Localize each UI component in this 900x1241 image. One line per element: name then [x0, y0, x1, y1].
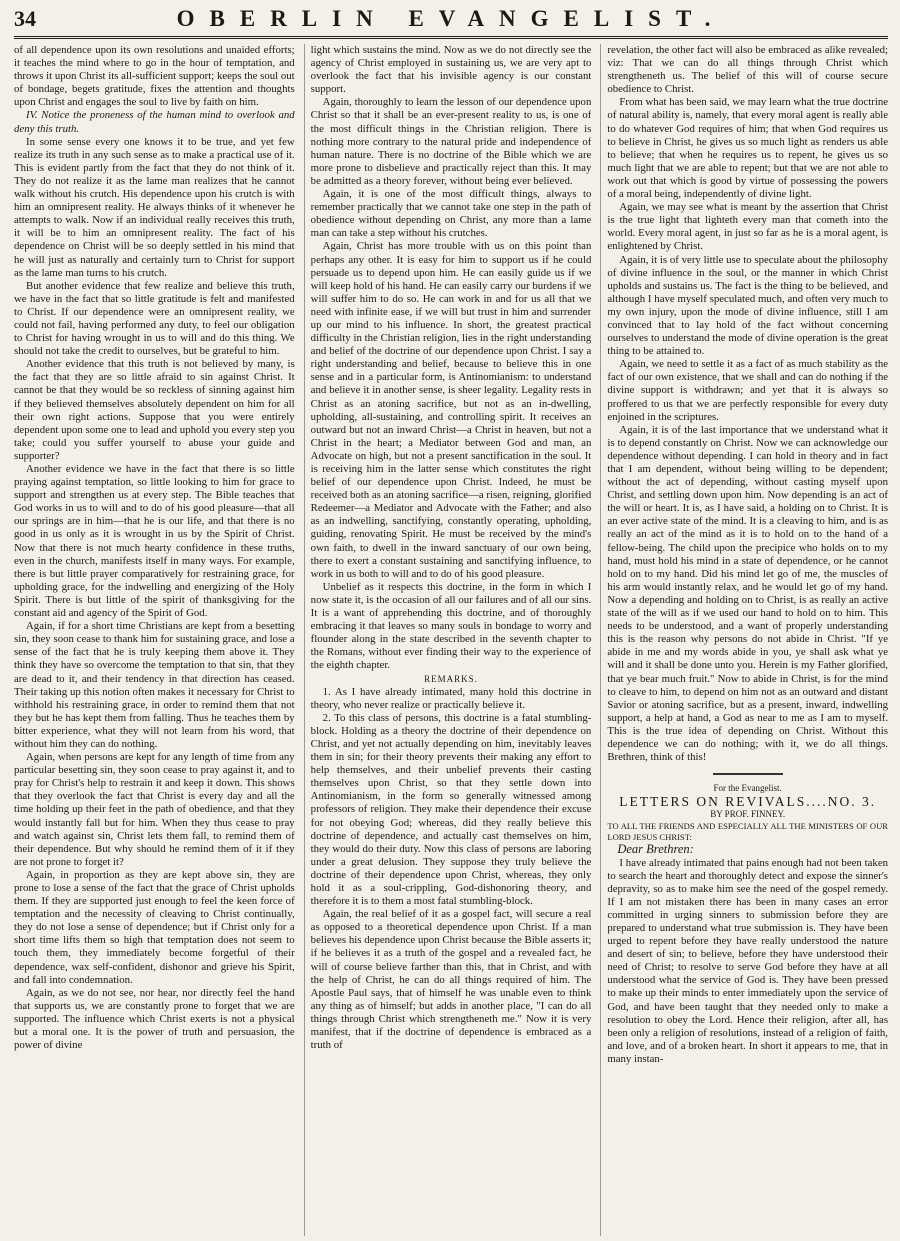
section-heading: IV. Notice the proneness of the human mind to overlook and deny this truth. [14, 109, 295, 135]
paragraph: But another evidence that few realize and believe this truth, we have in the fact that so little gratitude is felt and manifested to Christ. If our dependence were an omnipresent reality, we could not fail, having performed any duty, to feel our obligation to Christ for having wrought in us to will and do this thing. We should not take the credit to ourselves, but be grateful to him. [14, 279, 295, 358]
paragraph: Again, as we do not see, nor hear, nor directly feel the hand that supports us, we are constantly prone to forget that we are supported. The influence which Christ exerts is not a physical but a moral one. It is the power of truth and persuasion, the power of divine [14, 986, 295, 1052]
paragraph: In some sense every one knows it to be true, and yet few realize its truth in any such sense as to make a practical use of it. This is evident partly from the fact that they do not think of it. They do not realize it as the lame man realizes that he cannot walk without his crutch. His dependence upon his crutch is with him an omnipresent reality. He always thinks of it whenever he attempts to walk. Now if an individual really receives this truth, it will be to him an omnipresent reality. The fact of his dependence on Christ will be so deeply settled in his mind that he will just as naturally and certainly turn to Christ for support as the lame man turns to his crutch. [14, 135, 295, 279]
newspaper-title: OBERLIN EVANGELIST. [176, 6, 726, 31]
paragraph: 2. To this class of persons, this doctrine is a fatal stumbling-block. Holding as a theory the doctrine of their dependence on Christ, and yet not actually depending on him, inevitably leaves them in sin; for their theory prevents their making any effort to help themselves, and their unbelief prevents their casting themselves upon Christ, so that they settle down into Antinomianism, in the form so generally witnessed among professors of religion. They make their dependence their excuse for not obeying God; whereas, did they really believe this doctrine of dependence, and actually cast themselves on him, they would do their duty. Now this class of persons are laboring under a great delusion. They suppose they truly believe the doctrine of their dependence upon Christ, whereas, they only hold it as a soul-crippling, God-dishonoring theory, and therefore it is to them a most fatal stumbling-block. [310, 711, 592, 908]
paragraph: Again, we need to settle it as a fact of as much stability as the fact of our own existence, that we shall and can do nothing if the divine support is withdrawn; and yet that it is always so proffered to us that we are perfectly responsible for every duty enjoined in the scriptures. [607, 358, 888, 423]
paragraph: revelation, the other fact will also be embraced as alike revealed; viz: That we can do all things through Christ which strengtheneth us. The belief of this will of course secure obedience to Christ. [607, 44, 888, 96]
paragraph: light which sustains the mind. Now as we do not directly see the agency of Christ employed in sustaining us, we are very apt to overlook the fact that his invisible agency is our constant support. [310, 44, 592, 96]
paragraph: Again, thoroughly to learn the lesson of our dependence upon Christ so that it shall be an ever-present reality to us, is one of the most difficult things in the Christian religion. There is nothing more contrary to the natural pride and independence of human nature. There is no doctrine of the Bible which we are more prone to disbelieve and practically reject than this. It may be admitted as a theory forever, without being ever believed. [310, 96, 592, 187]
column-1 [14, 44, 295, 1236]
paragraph: Again, Christ has more trouble with us on this point than perhaps any other. It is easy for him to support us if he could persuade us to depend upon him. He can easily guide us if we will keep hold of his hand. He can easily carry our burdens if we will suffer him to do so. He can work in and for us all that we need with infinite ease, if we will but trust in him and surrender up our mind to his influence. In short, the greatest practical difficulty in the Christian religion, lies in the right understanding and belief of the doctrine of our dependence upon Christ. I say a right understanding and belief, because to believe this in one sense and in a particular form, is Antinomianism: to understand and believe it in another sense, is sheer legality. Legality rests in Christ as an atoning sacrifice, but not as an in-dwelling, upholding, all-sustaining, and controlling spirit. It receives an outward but not an inward Christ—a Christ in heaven, but not a Christ in the heart; a Mediator between God and man, an Advocate on high, but not a present sanctification in the soul. It is receiving him in the latter sense which constitutes the right belief of our dependence upon Christ. Indeed, he must be received both as an atoning sacrifice—a risen, reigning, glorified Redeemer—a Mediator and Advocate with the Father; and also as an indwelling, sanctifying, constantly operating, upholding, guiding, renovating Spirit. He must be received by the mind's own faith, to dwell in the inward sanctuary of our own being, there to exert a constant sustaining and sanctifying influence, to work in us both to will and to do of his good pleasure. [310, 240, 592, 580]
text-columns [14, 44, 888, 1236]
column-3 [600, 44, 888, 1236]
article-byline: BY PROF. FINNEY. [710, 809, 786, 820]
paragraph: Again, we may see what is meant by the assertion that Christ is the true light that lighteth every man that cometh into the world. Every moral agent, in just so far as he is a moral agent, is enlightened by Christ. [607, 201, 888, 253]
paragraph: Again, the real belief of it as a gospel fact, will secure a real as opposed to a theoretical dependence upon Christ. If a man believes his dependence upon Christ because the Bible asserts it; if he believes it as a truth of the gospel and a revealed fact, he will of course believe farther than this, that in Christ, and with the help of Christ, he can do all things required of him. The Apostle Paul says, that of himself he was unable even to think any thing as of himself; but adds in another place, "I can do all things through Christ which strengtheneth me." Now it is very manifest, that if the doctrine of dependence is embraced as a truth of [310, 908, 592, 1052]
paragraph: From what has been said, we may learn what the true doctrine of natural ability is, namely, that every moral agent is really able to do whatever God requires of him; that when God requires us to believe in Christ, he gives us so much light as renders us able to believe; that when he requires us to repent, he gives us so much light that we are able to repent; but that we are not able to work out that which is good by virtue of possessing the powers of a moral being, independently of divine light. [607, 96, 888, 201]
paragraph: Again, it is one of the most difficult things, always to remember practically that we cannot take one step in the path of obedience without depending on Christ, any more than a lame man can take a step without his crutches. [310, 188, 592, 240]
paragraph: 1. As I have already intimated, many hold this doctrine in theory, who never realize or practically believe it. [310, 685, 592, 711]
article-title: LETTERS ON REVIVALS....NO. 3. [619, 794, 877, 810]
article-source: For the Evangelist. [713, 783, 782, 794]
paragraph: Another evidence that this truth is not believed by many, is the fact that they are so little afraid to sin against Christ. It cannot be that they would be so reckless of sinning against him if they believed themselves absolutely dependent on him for all their own right actions. Suppose that you were entirely dependent upon some one to lead and uphold you every step you take; could you suffer yourself to abuse your guide and supporter? [14, 358, 295, 462]
paragraph: Again, it is of the last importance that we understand what it is to depend constantly on Christ. Now we can acknowledge our dependence without depending. I can hold in theory and in fact that I am dependent, without being willing to be dependent; without the act of depending, without casting myself upon Christ, and settling down upon him. Now depending is an act of the will or heart. It is, as I have said, a holding on to Christ. It is an ever active state of the mind. It is a cleaving to him, and is as really an act of the mind as it is to hold on to the hand of a fellow-being. The child upon the precipice who holds on to my hand, must hold his mind in a state of dependence, or he cannot hold on to my hand. Did his mind let go of me, the muscles of his arm would instantly relax, and he would let go of my hand. Now a depending and holding on to Christ, is as really an active state of the will as if we used our hand to hold on to him. This needs to be understood, and a want of properly understanding this is the reason why persons do not abide in Christ. "If ye abide in me and my words abide in you, ye shall ask what ye will and it shall be done unto you. Herein is my Father glorified, that ye bear much fruit." Now to abide in Christ, is for the mind to cleave to him, to depend on him not as an outward and distant Savior or atoning sacrifice, but as a present, inward, indwelling support, a help at hand, a God as near to me as I am to myself. This is the true idea of depending on Christ. Without this dependence we can do nothing; with it, we do all things. Brethren, think of this! [607, 423, 888, 764]
paragraph: I have already intimated that pains enough had not been taken to search the heart and thoroughly detect and expose the sinner's depravity, so as to make him see the need of the gospel remedy. If I am not mistaken there has been in many cases an error committed in urging sinners to submission before they are prepared to understand what true submission is. They have been urged to repent before they have really understood the nature and desert of sin; to believe, before they have understood their need of Christ; to resolve to serve God before they have at all understood what the service of God is. They have been pressed to make up their minds to enter immediately upon the service of God, and have been taught that they needed only to make a resolution to obey the Lord. Hence their religion, after all, has been only a religion of resolutions, instead of a religion of faith, and love, and of a broken heart. In short it appears to me, that in many instan- [607, 856, 888, 1065]
paragraph: Again, it is of very little use to speculate about the philosophy of divine influence in the soul, or the manner in which Christ upholds and sustains us. The fact is the thing to be believed, and although I have myself speculated much, and often very much to my own injury, upon the mode of divine influence, still I am convinced that to lay hold of the fact without concerning ourselves to understand the mode of divine operation is the great thing to be attained to. [607, 253, 888, 358]
paragraph: Unbelief as it respects this doctrine, in the form in which I now state it, is the occasion of all our failures and of all our sins. It is a want of apprehending this doctrine, and of thoroughly embracing it that leaves so many souls in bondage to worry and flounder along in the state described in the seventh chapter to the Romans, without ever finding their way to the experience of the eighth chapter. [310, 580, 592, 672]
salutation: Dear Brethren: [617, 842, 694, 857]
paragraph: Again, in proportion as they are kept above sin, they are prone to lose a sense of the fact that the grace of Christ upholds them. If they are supported just enough to feel the keen force of temptation and the necessity of cleaving to Christ continually, they do not lose a sense of dependence; but if Christ only for a short time lifts them so high that temptation does not seem to touch them, they immediately become forgetful of their dependence, wax self-confident, dishonor and grieve his Spirit, and fall into condemnation. [14, 868, 295, 986]
column-2 [304, 44, 592, 1236]
divider [713, 773, 783, 775]
remarks-heading: REMARKS. [424, 673, 478, 684]
paragraph: of all dependence upon its own resolutions and unaided efforts; it teaches the mind where to go in the hour of temptation, and throws it upon Christ its all-sufficient support; keeps the soul out of bondage, begets gratitude, fixes the attention and thoughts upon Christ and engages the soul to live by faith on him. [14, 44, 295, 109]
paragraph: Another evidence we have in the fact that there is so little praying against temptation, so little looking to him for grace to support and strengthen us at every step. The Bible teaches that God works in us to will and to do of his good pleasure—that all our springs are in him—that he is our life, and that there is no good in us only as it is wrought in us by the Spirit of Christ. Now that there is not much hearty confidence in these truths, even in the church, manifests itself in many ways. For example, there is but little prayer comparatively for restraining grace, for upholding grace, for the indwelling and energizing of the Holy Spirit. There is but little of the spirit of thanksgiving for the constant aid and agency of the Spirit of God. [14, 463, 295, 620]
page-number: 34 [14, 6, 36, 31]
paragraph: Again, if for a short time Christians are kept from a besetting sin, they soon cease to thank him for sustaining grace, and lose a sense of the fact that he is truly keeping them above it. They think they have so overcome the temptation to that sin, that they are dead to it, and their tendency in that direction has ceased. Their taking up this notion often makes it necessary for Christ to withhold his restraining grace, in order to remind them that not they but he has kept them from falling. Thus he teaches them by bitter experience, what they will not learn from his word, that without him they can do nothing. [14, 620, 295, 750]
masthead [14, 6, 888, 39]
paragraph: Again, when persons are kept for any length of time from any particular besetting sin, they soon cease to pray against it, and to pray for Christ's help to restrain it and keep it down. This shows that they overlook the fact that Christ is every day and all the time holding up their feet in the path of obedience, and that they would instantly fall but for him. When they thus cease to pray and watch against sin, Christ lets them fall, to remind them of their dependence. But why should he remind them of it if they are not prone to forget it? [14, 751, 295, 868]
article-address: TO ALL THE FRIENDS AND ESPECIALLY ALL THE MINISTERS OF OUR LORD JESUS CHRIST: [607, 821, 888, 843]
